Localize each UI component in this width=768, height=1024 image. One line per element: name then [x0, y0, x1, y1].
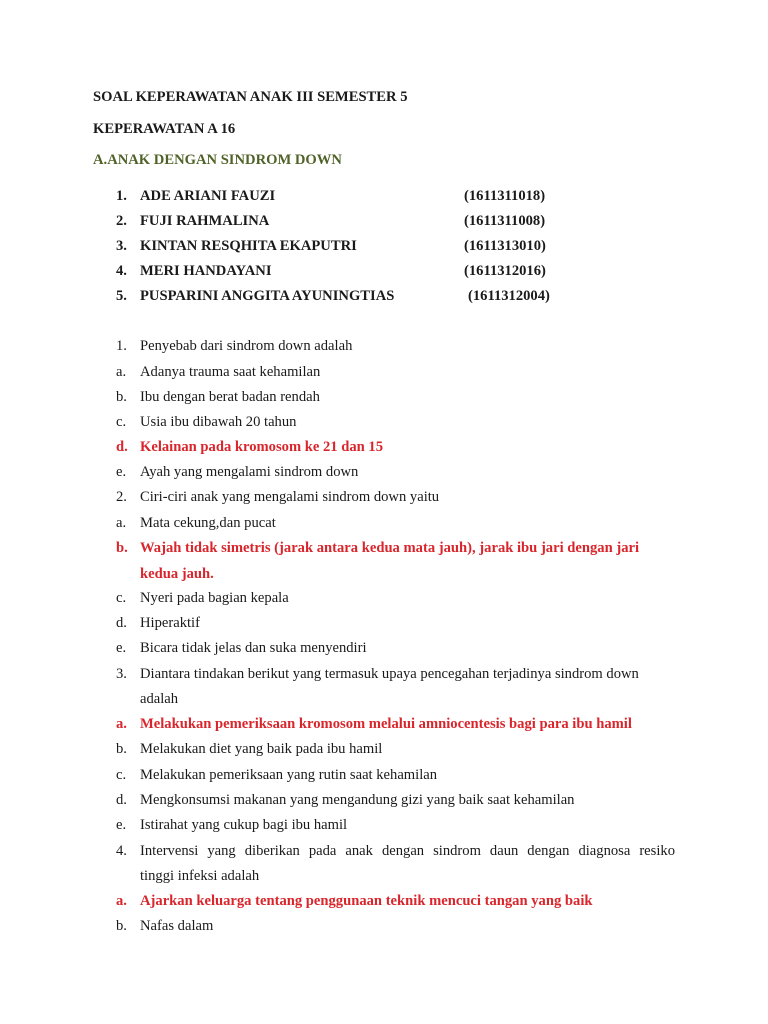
- option-text: Bicara tidak jelas dan suka menyendiri: [140, 640, 367, 656]
- member-nim: (1611311018): [464, 188, 546, 204]
- document-title: SOAL KEPERAWATAN ANAK III SEMESTER 5: [93, 89, 408, 105]
- correct-option-text: Melakukan pemeriksaan kromosom melalui amniocentesis bagi para ibu hamil: [140, 716, 632, 732]
- option-text: Istirahat yang cukup bagi ibu hamil: [140, 817, 348, 833]
- option-text: Ibu dengan berat badan rendah: [140, 389, 320, 405]
- option-key: a.: [116, 515, 127, 531]
- question-number: 3.: [116, 666, 127, 682]
- option-key: c.: [116, 767, 127, 783]
- correct-option-text: Kelainan pada kromosom ke 21 dan 15: [140, 439, 384, 455]
- option-text: Mata cekung,dan pucat: [140, 515, 276, 531]
- option-key: c.: [116, 590, 127, 606]
- option-key: b.: [116, 918, 127, 934]
- member-number: 4.: [116, 263, 127, 279]
- correct-option-key: a.: [116, 716, 127, 732]
- option-text: Nyeri pada bagian kepala: [140, 590, 289, 606]
- option-text: Nafas dalam: [140, 918, 214, 934]
- question-number: 1.: [116, 338, 127, 354]
- option-text: Mengkonsumsi makanan yang mengandung gizi yang baik saat kehamilan: [140, 792, 575, 808]
- correct-option-key: b.: [116, 540, 128, 556]
- option-text: Usia ibu dibawah 20 tahun: [140, 414, 297, 430]
- option-key: e.: [116, 464, 127, 480]
- question-text-continued: adalah: [140, 691, 179, 707]
- option-key: e.: [116, 817, 127, 833]
- option-key: b.: [116, 741, 127, 757]
- option-text: Melakukan diet yang baik pada ibu hamil: [140, 741, 383, 757]
- question-text: Diantara tindakan berikut yang termasuk upaya pencegahan terjadinya sindrom down: [140, 666, 639, 682]
- correct-option-text: Ajarkan keluarga tentang penggunaan teknik mencuci tangan yang baik: [140, 893, 593, 909]
- member-nim: (1611312016): [464, 263, 546, 279]
- member-name: FUJI RAHMALINA: [140, 213, 270, 229]
- class-label: KEPERAWATAN A 16: [93, 121, 236, 137]
- member-nim: (1611313010): [464, 238, 546, 254]
- question-text: Intervensi yang diberikan pada anak dengan sindrom daun dengan diagnosa resiko: [140, 843, 675, 859]
- member-name: KINTAN RESQHITA EKAPUTRI: [140, 238, 357, 254]
- member-number: 3.: [116, 238, 127, 254]
- member-nim: (1611311008): [464, 213, 546, 229]
- question-text-continued: tinggi infeksi adalah: [140, 868, 260, 884]
- section-heading: A.ANAK DENGAN SINDROM DOWN: [93, 152, 342, 168]
- member-name: ADE ARIANI FAUZI: [140, 188, 276, 204]
- correct-option-text: Wajah tidak simetris (jarak antara kedua mata jauh), jarak ibu jari dengan jari: [140, 540, 640, 556]
- correct-option-text-continued: kedua jauh.: [140, 566, 214, 582]
- option-key: e.: [116, 640, 127, 656]
- question-text: Ciri-ciri anak yang mengalami sindrom down yaitu: [140, 489, 440, 505]
- member-nim: (1611312004): [468, 288, 550, 304]
- member-number: 2.: [116, 213, 127, 229]
- option-text: Ayah yang mengalami sindrom down: [140, 464, 359, 480]
- option-key: d.: [116, 792, 127, 808]
- question-number: 2.: [116, 489, 127, 505]
- member-name: PUSPARINI ANGGITA AYUNINGTIAS: [140, 288, 395, 304]
- correct-option-key: a.: [116, 893, 127, 909]
- option-key: b.: [116, 389, 127, 405]
- member-number: 5.: [116, 288, 127, 304]
- option-text: Hiperaktif: [140, 615, 200, 631]
- option-key: c.: [116, 414, 127, 430]
- correct-option-key: d.: [116, 439, 128, 455]
- option-text: Melakukan pemeriksaan yang rutin saat kehamilan: [140, 767, 438, 783]
- question-number: 4.: [116, 843, 127, 859]
- member-name: MERI HANDAYANI: [140, 263, 272, 279]
- option-text: Adanya trauma saat kehamilan: [140, 364, 321, 380]
- member-number: 1.: [116, 188, 127, 204]
- option-key: d.: [116, 615, 127, 631]
- question-text: Penyebab dari sindrom down adalah: [140, 338, 353, 354]
- option-key: a.: [116, 364, 127, 380]
